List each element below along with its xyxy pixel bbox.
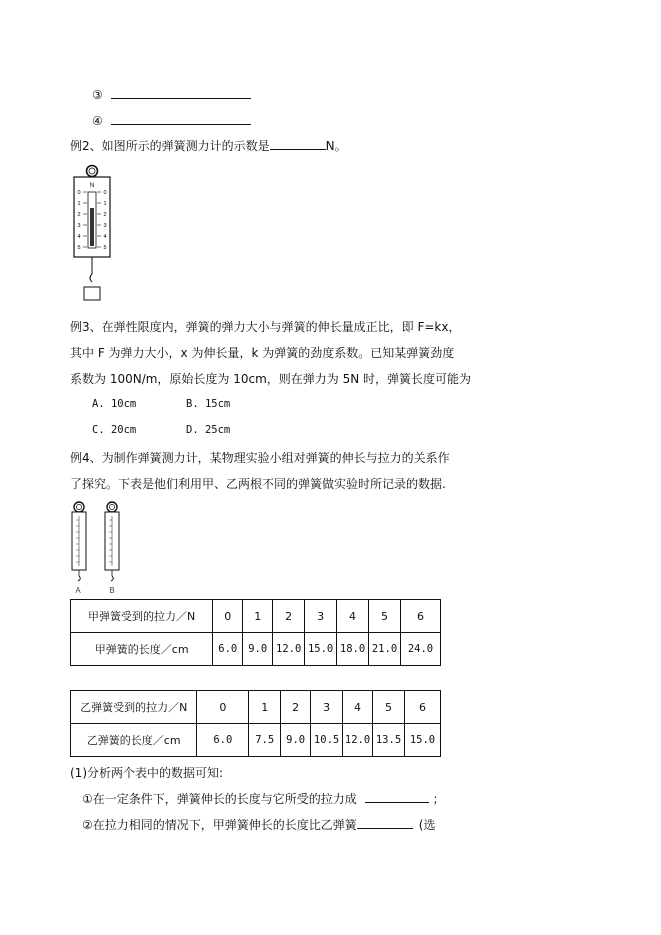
- table-jia-length-header: 甲弹簧的长度／cm: [71, 633, 213, 666]
- table-cell: 2: [281, 691, 311, 724]
- table-cell: 18.0: [337, 633, 369, 666]
- table-cell: 12.0: [343, 724, 373, 757]
- table-jia-row-force: [71, 600, 441, 633]
- table-yi: [70, 690, 441, 757]
- scale-left-3: 3: [77, 223, 81, 229]
- table-cell: 3: [305, 600, 337, 633]
- table-cell: 13.5: [373, 724, 405, 757]
- table-cell: 5: [369, 600, 401, 633]
- spring-balance-a: [72, 502, 86, 581]
- example-2-text: 例2、如图所示的弹簧测力计的示数是: [70, 139, 270, 153]
- scale-right-5: 5: [103, 245, 107, 251]
- scale-left-5: 5: [77, 245, 81, 251]
- hook-icon: [90, 274, 92, 282]
- item-3-label: ③: [92, 88, 103, 102]
- option-c[interactable]: C. 20cm: [92, 424, 137, 436]
- spring-balance-figure: [68, 162, 118, 307]
- table-yi-force-header: 乙弹簧受到的拉力／N: [71, 691, 197, 724]
- table-cell: 12.0: [273, 633, 305, 666]
- table-cell: 24.0: [400, 633, 440, 666]
- question-1-a: [82, 790, 445, 807]
- scale-left-2: 2: [77, 212, 81, 218]
- scale-unit-label: N: [89, 183, 95, 189]
- question-1-a-blank[interactable]: [365, 790, 429, 803]
- spring-balances-ab-figure: [66, 500, 132, 596]
- table-jia: [70, 599, 441, 666]
- caption-a: A: [75, 586, 81, 595]
- table-cell: 6: [405, 691, 441, 724]
- spring-balance-b: [105, 502, 119, 581]
- table-cell: 9.0: [281, 724, 311, 757]
- question-1-a-text: ①在一定条件下，弹簧伸长的长度与它所受的拉力成: [82, 792, 357, 806]
- table-cell: 3: [311, 691, 343, 724]
- ring-a-icon: [74, 502, 84, 512]
- question-1-b-blank[interactable]: [357, 816, 413, 829]
- table-cell: 0: [213, 600, 243, 633]
- table-cell: 4: [343, 691, 373, 724]
- caption-b: B: [109, 586, 115, 595]
- example-3-line-1: 例3、在弹性限度内，弹簧的弹力大小与弹簧的伸长量成正比，即 F=kx，: [70, 320, 461, 334]
- item-4-line: [92, 112, 251, 128]
- table-cell: 1: [243, 600, 273, 633]
- scale-right-2: 2: [103, 212, 107, 218]
- scale-left-4: 4: [77, 234, 81, 240]
- example-4-line-1: 例4、为制作弹簧测力计，某物理实验小组对弹簧的伸长与拉力的关系作: [70, 451, 450, 465]
- table-yi-row-force: [71, 691, 441, 724]
- example-3-line-3: 系数为 100N/m，原始长度为 10cm，则在弹力为 5N 时，弹簧长度可能为: [70, 372, 472, 386]
- scale-left-1: 1: [77, 201, 81, 207]
- ring-icon: [87, 166, 98, 177]
- table-cell: 10.5: [311, 724, 343, 757]
- table-cell: 9.0: [243, 633, 273, 666]
- scale-right-3: 3: [103, 223, 107, 229]
- table-cell: 6.0: [197, 724, 249, 757]
- example-2-unit: N。: [325, 139, 347, 153]
- hook-a-icon: [78, 576, 80, 581]
- table-cell: 2: [273, 600, 305, 633]
- question-1: (1)分析两个表中的数据可知:: [70, 766, 224, 780]
- example-4-line-2: 了探究。下表是他们利用甲、乙两根不同的弹簧做实验时所记录的数据.: [70, 477, 446, 491]
- option-b[interactable]: B. 15cm: [186, 398, 231, 410]
- question-1-a-end: ；: [432, 792, 445, 806]
- item-4-blank[interactable]: [111, 112, 251, 125]
- table-jia-force-header: 甲弹簧受到的拉力／N: [71, 600, 213, 633]
- item-3-line: [92, 86, 251, 102]
- question-1-b: [82, 816, 435, 833]
- table-cell: 1: [249, 691, 281, 724]
- table-yi-row-length: [71, 724, 441, 757]
- table-cell: 0: [197, 691, 249, 724]
- scale-left-0: 0: [77, 190, 81, 196]
- ring-b-icon: [107, 502, 117, 512]
- question-1-b-text: ②在拉力相同的情况下，甲弹簧伸长的长度比乙弹簧: [82, 818, 357, 832]
- item-3-blank[interactable]: [111, 86, 251, 99]
- table-cell: 5: [373, 691, 405, 724]
- question-1-b-end: (选: [418, 818, 436, 832]
- example-2-question: [70, 137, 347, 154]
- option-a[interactable]: A. 10cm: [92, 398, 137, 410]
- table-cell: 6: [400, 600, 440, 633]
- example-3-line-2: 其中 F 为弹力大小，x 为伸长量，k 为弹簧的劲度系数。已知某弹簧劲度: [70, 346, 455, 360]
- table-jia-row-length: [71, 633, 441, 666]
- weight-block: [84, 287, 100, 300]
- scale-right-4: 4: [103, 234, 107, 240]
- table-cell: 21.0: [369, 633, 401, 666]
- table-cell: 15.0: [305, 633, 337, 666]
- example-2-blank[interactable]: [270, 137, 326, 150]
- table-cell: 7.5: [249, 724, 281, 757]
- table-cell: 6.0: [213, 633, 243, 666]
- item-4-label: ④: [92, 114, 103, 128]
- option-d[interactable]: D. 25cm: [186, 424, 231, 436]
- hook-b-icon: [111, 576, 113, 581]
- table-cell: 4: [337, 600, 369, 633]
- table-yi-length-header: 乙弹簧的长度／cm: [71, 724, 197, 757]
- table-cell: 15.0: [405, 724, 441, 757]
- scale-right-0: 0: [103, 190, 107, 196]
- scale-right-1: 1: [103, 201, 107, 207]
